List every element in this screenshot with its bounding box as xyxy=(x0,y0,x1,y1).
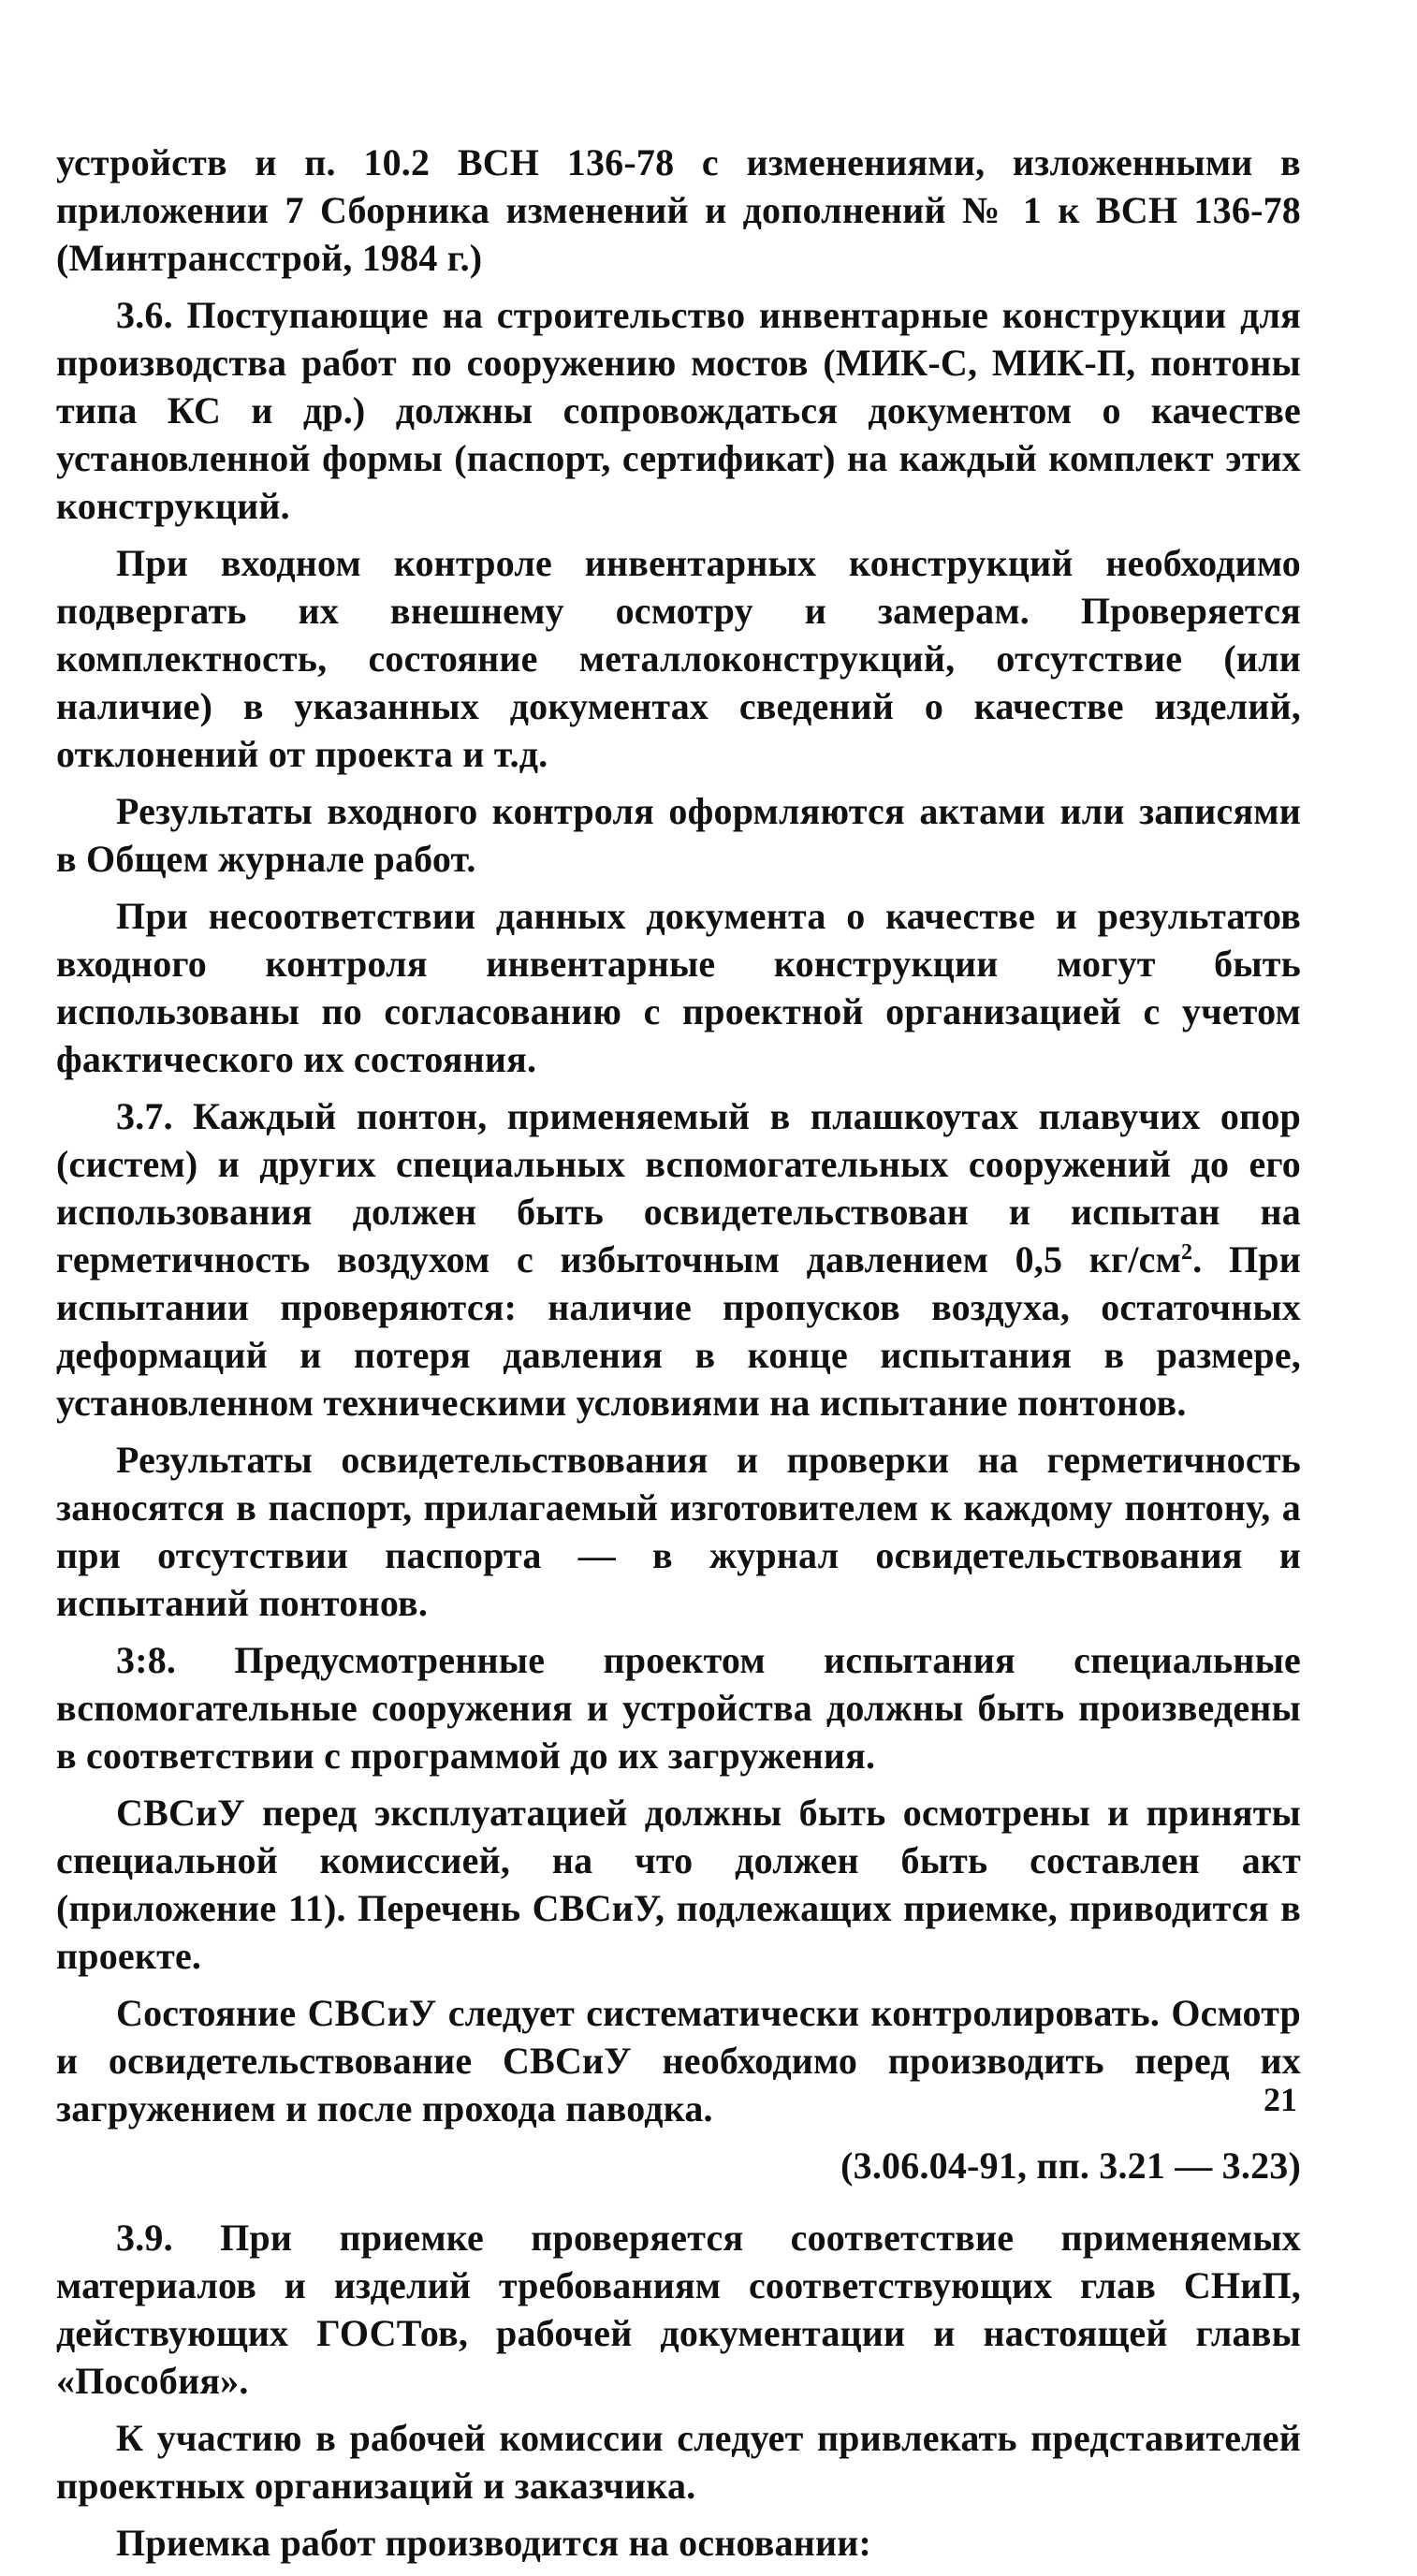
paragraph-input-control: При входном контроле инвентарных конструкций необходимо подвергать их внешнему осмотру и замерам. Проверяется комплектность, состояние металлоконструкций, отсутствие (или наличие) в указанных документах сведений о качестве изделий, отклонений от проекта и т.д. xyxy=(56,542,1301,775)
paragraph-svsiu-monitoring: Состояние СВСиУ следует систематически контролировать. Осмотр и освидетельствование СВСиУ необходимо производить перед их загружением и после прохода паводка. xyxy=(56,1992,1301,2130)
paragraph-control-results: Результаты входного контроля оформляются актами или записями в Общем журнале работ. xyxy=(56,790,1301,880)
paragraph-acceptance-basis: Приемка работ производится на основании: xyxy=(116,2522,872,2564)
paragraph-3-8: 3:8. Предусмотренные проектом испытания специальные вспомогательные сооружения и устройства должны быть произведены в соответствии с программой до их загружения. xyxy=(56,1639,1301,1777)
paragraph-3-7 xyxy=(56,1092,1301,1427)
paragraph-3-6: 3.6. Поступающие на строительство инвентарные конструкции для производства работ по сооружению мостов (МИК-С, МИК-П, понтоны типа КС и др.) должны сопровождаться документом о качестве установленной формы (паспорт, сертификат) на каждый комплект этих конструкций. xyxy=(56,294,1301,527)
normative-reference: (3.06.04-91, пп. 3.21 — 3.23) xyxy=(840,2144,1301,2187)
paragraph-3-7-main: 3.7. Каждый понтон, применяемый в плашкоутах плавучих опор (систем) и других специальных вспомогательных сооружений до его использования должен быть освидетельствован и испытан на герметичность воздухом с избыточным давлением 0,5 кг/см xyxy=(56,1095,1301,1281)
body-text xyxy=(56,139,1301,2576)
paragraph-certification-results: Результаты освидетельствования и проверки на герметичность заносятся в паспорт, прилагаемый изготовителем к каждому понтону, а при отсутствии паспорта — в журнал освидетельствования и испытаний понтонов. xyxy=(56,1439,1301,1624)
unit-superscript: 2 xyxy=(1181,1240,1193,1265)
paragraph-3-9: 3.9. При приемке проверяется соответствие применяемых материалов и изделий требованиям соответствующих глав СНиП, действующих ГОСТов, рабочей документации и настоящей главы «Пособия». xyxy=(56,2217,1301,2402)
page-number: 21 xyxy=(1264,2081,1297,2118)
paragraph-continuation: устройств и п. 10.2 ВСН 136-78 с изменениями, изложенными в приложении 7 Сборника изменений и дополнений № 1 к ВСН 136-78 (Минтрансстрой, 1984 г.) xyxy=(56,141,1301,279)
paragraph-3-7-tail: . При испытании проверяются: наличие пропусков воздуха, остаточных деформаций и потеря давления в конце испытания в размере, установленном техническими условиями на испытание понтонов. xyxy=(56,1238,1302,1424)
paragraph-mismatch: При несоответствии данных документа о качестве и результатов входного контроля инвентарные конструкции могут быть использованы по согласованию с проектной организацией с учетом фактического их состояния. xyxy=(56,895,1301,1080)
paragraph-commission: К участию в рабочей комиссии следует привлекать представителей проектных организаций и заказчика. xyxy=(56,2417,1301,2507)
paragraph-svsiu-acceptance: СВСиУ перед эксплуатацией должны быть осмотрены и приняты специальной комиссией, на что должен быть составлен акт (приложение 11). Перечень СВСиУ, подлежащих приемке, приводится в проекте. xyxy=(56,1792,1301,1977)
